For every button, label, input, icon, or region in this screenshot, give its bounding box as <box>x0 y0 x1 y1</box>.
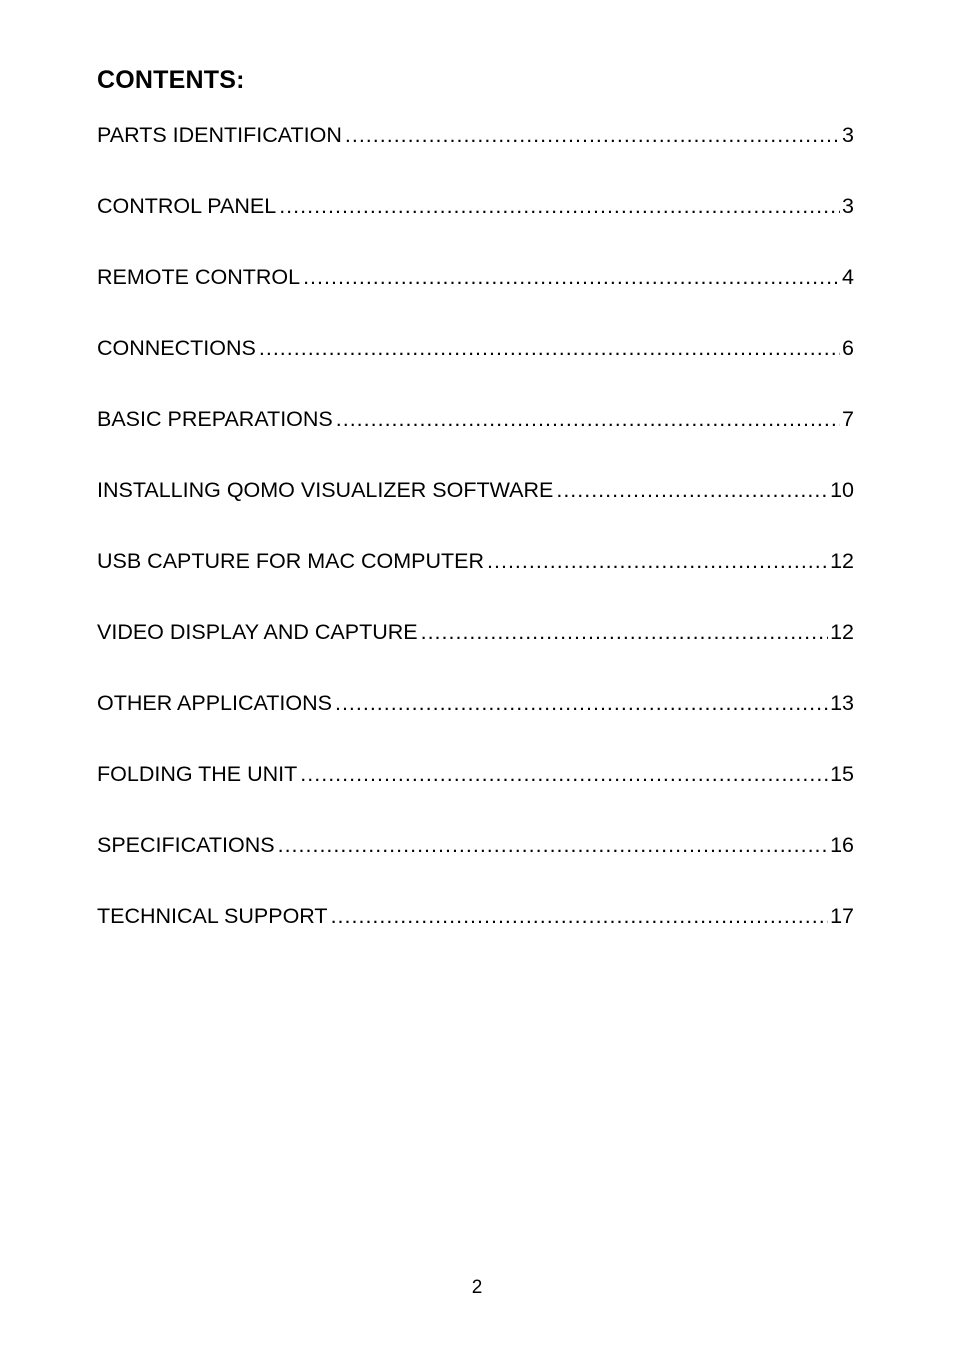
toc-entry-title: REMOTE CONTROL <box>97 265 301 289</box>
toc-leader-dots <box>300 758 828 790</box>
toc-entry-page: 16 <box>830 833 854 857</box>
toc-entry-page: 6 <box>842 336 854 360</box>
toc-entry-control-panel[interactable] <box>97 190 854 261</box>
toc-entry-connections[interactable] <box>97 332 854 403</box>
toc-leader-dots <box>335 687 828 719</box>
toc-entry-title: CONNECTIONS <box>97 336 256 360</box>
toc-leader-dots <box>278 829 828 861</box>
toc-leader-dots <box>303 261 840 293</box>
toc-entry-specifications[interactable] <box>97 829 854 900</box>
toc-entry-page: 4 <box>842 265 854 289</box>
toc-entry-title: VIDEO DISPLAY AND CAPTURE <box>97 620 418 644</box>
toc-entry-title: FOLDING THE UNIT <box>97 762 298 786</box>
toc-entry-title: BASIC PREPARATIONS <box>97 407 333 431</box>
toc-entry-page: 12 <box>830 620 854 644</box>
toc-entry-usb-capture-mac[interactable] <box>97 545 854 616</box>
toc-leader-dots <box>279 190 840 222</box>
toc-leader-dots <box>345 119 840 151</box>
toc-leader-dots <box>421 616 828 648</box>
toc-entry-page: 17 <box>830 904 854 928</box>
toc-leader-dots <box>487 545 828 577</box>
toc-entry-installing-software[interactable] <box>97 474 854 545</box>
toc-leader-dots <box>331 900 829 932</box>
toc-entry-title: PARTS IDENTIFICATION <box>97 123 342 147</box>
toc-leader-dots <box>259 332 840 364</box>
page-title: CONTENTS: <box>97 66 245 94</box>
toc-entry-parts-identification[interactable] <box>97 119 854 190</box>
toc-entry-remote-control[interactable] <box>97 261 854 332</box>
toc-entry-page: 3 <box>842 194 854 218</box>
toc-entry-video-display-capture[interactable] <box>97 616 854 687</box>
toc-entry-basic-preparations[interactable] <box>97 403 854 474</box>
toc-entry-other-applications[interactable] <box>97 687 854 758</box>
toc-entry-title: TECHNICAL SUPPORT <box>97 904 328 928</box>
toc-entry-page: 3 <box>842 123 854 147</box>
toc-entry-page: 12 <box>830 549 854 573</box>
toc-entry-title: USB CAPTURE FOR MAC COMPUTER <box>97 549 485 573</box>
toc-entry-page: 10 <box>830 478 854 502</box>
toc-entry-page: 15 <box>830 762 854 786</box>
toc-entry-title: OTHER APPLICATIONS <box>97 691 332 715</box>
toc-leader-dots <box>556 474 828 506</box>
toc-entry-folding-the-unit[interactable] <box>97 758 854 829</box>
page-number: 2 <box>471 1277 483 1298</box>
table-of-contents <box>97 119 854 971</box>
toc-entry-technical-support[interactable] <box>97 900 854 971</box>
toc-leader-dots <box>336 403 840 435</box>
toc-entry-page: 7 <box>842 407 854 431</box>
toc-entry-page: 13 <box>830 691 854 715</box>
toc-entry-title: SPECIFICATIONS <box>97 833 275 857</box>
toc-entry-title: CONTROL PANEL <box>97 194 277 218</box>
toc-entry-title: INSTALLING QOMO VISUALIZER SOFTWARE <box>97 478 554 502</box>
